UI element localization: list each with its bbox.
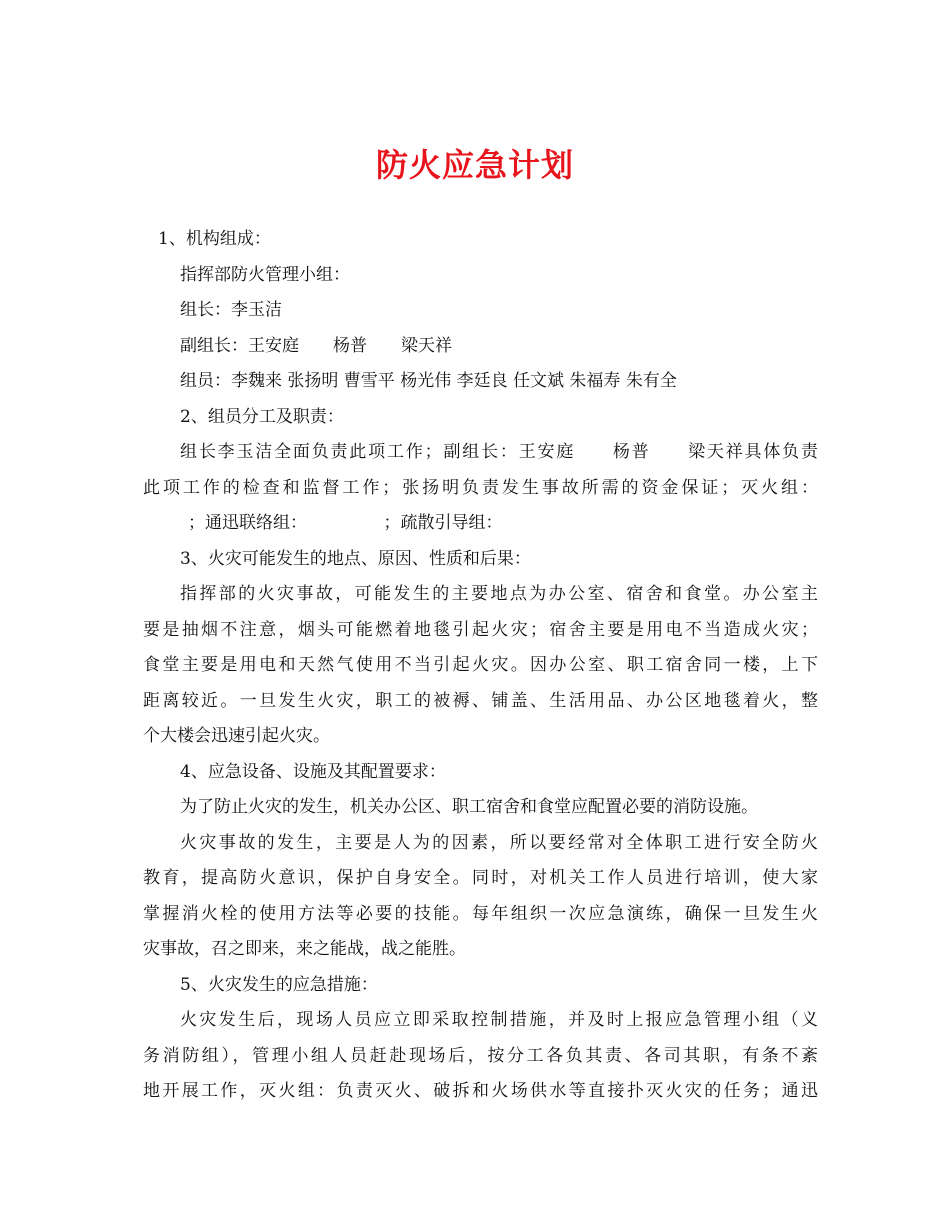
- text-line: 为了防止火灾的发生，机关办公区、职工宿舍和食堂应配置必要的消防设施。: [180, 797, 758, 817]
- text-line: 火灾发生后，现场人员应立即采取控制措施，并及时上报应急管理小组（义: [180, 1010, 818, 1030]
- section-heading-3: 3、火灾可能发生的地点、原因、性质和后果：: [180, 548, 531, 569]
- text-line: 火灾事故的发生，主要是人为的因素，所以要经常对全体职工进行安全防火: [180, 832, 818, 853]
- section-heading-2: 2、组员分工及职责：: [180, 406, 344, 427]
- section-heading-4: 4、应急设备、设施及其配置要求：: [180, 761, 446, 782]
- text-line: 要是抽烟不注意，烟头可能燃着地毯引起火灾；宿舍主要是用电不当造成火灾；: [143, 619, 818, 640]
- text-line: 组员：李魏来 张扬明 曹雪平 杨光伟 李廷良 任文斌 朱福寿 朱有全: [180, 371, 677, 391]
- document-body: [143, 222, 818, 1110]
- text-line: 食堂主要是用电和天然气使用不当引起火灾。因办公室、职工宿舍同一楼，上下: [143, 655, 818, 675]
- text-line: 务消防组），管理小组人员赶赴现场后，按分工各负其责、各司其职，有条不紊: [143, 1045, 818, 1066]
- document-title: 防火应急计划: [375, 146, 574, 184]
- section-heading-1: 1、机构组成：: [158, 229, 271, 249]
- text-line: 组长李玉洁全面负责此项工作；副组长：王安庭 杨普 梁天祥具体负责: [180, 442, 818, 462]
- text-line: 指挥部的火灾事故，可能发生的主要地点为办公室、宿舍和食堂。办公室主: [180, 584, 818, 604]
- text-line: 指挥部防火管理小组：: [180, 264, 350, 285]
- text-line: 副组长：王安庭 杨普 梁天祥: [180, 335, 452, 356]
- text-line: ；通迅联络组： ；疏散引导组：: [188, 513, 503, 533]
- text-line: 此项工作的检查和监督工作；张扬明负责发生事故所需的资金保证；灭火组：: [143, 477, 818, 498]
- text-line: 灾事故，召之即来，来之能战，战之能胜。: [143, 939, 466, 959]
- text-line: 掌握消火栓的使用方法等必要的技能。每年组织一次应急演练，确保一旦发生火: [143, 903, 818, 924]
- section-heading-5: 5、火灾发生的应急措施：: [180, 974, 378, 995]
- text-line: 地开展工作，灭火组：负责灭火、破拆和火场供水等直接扑灭火灾的任务；通迅: [143, 1081, 818, 1101]
- text-line: 个大楼会迅速引起火灾。: [143, 726, 330, 746]
- text-line: 教育，提高防火意识，保护自身安全。同时，对机关工作人员进行培训，使大家: [143, 868, 818, 888]
- text-line: 组长：李玉洁: [180, 300, 282, 320]
- text-line: 距离较近。一旦发生火灾，职工的被褥、铺盖、生活用品、办公区地毯着火，整: [143, 690, 818, 711]
